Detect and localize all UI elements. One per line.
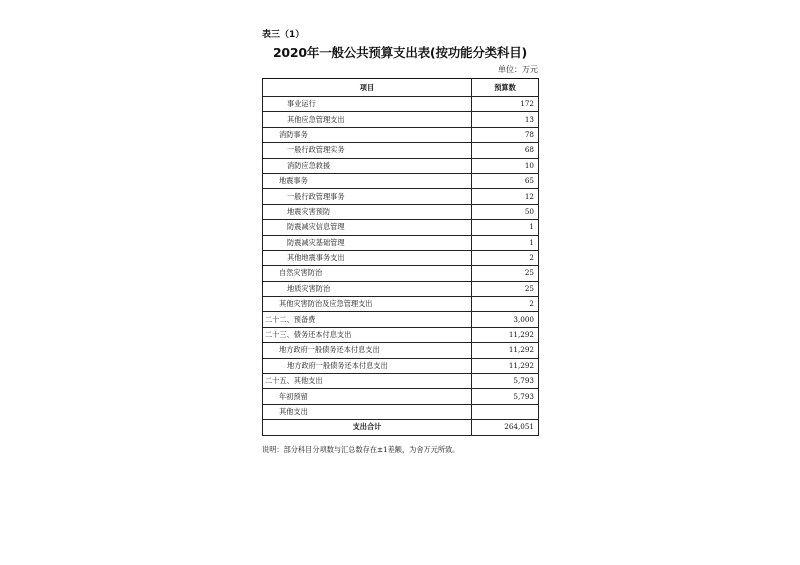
table-row: [263, 158, 539, 173]
row-value: 1: [472, 235, 539, 250]
table-row: [263, 343, 539, 358]
table-row: [263, 204, 539, 219]
table-header-row: [263, 79, 539, 97]
row-value: [472, 404, 539, 419]
table-row: [263, 189, 539, 204]
footnote: 说明：部分科目分项数与汇总数存在±1差额，为舍万元所致。: [262, 445, 460, 454]
table-row: [263, 112, 539, 127]
table-row: [263, 281, 539, 296]
row-value: 11,292: [472, 343, 539, 358]
row-value: 1: [472, 220, 539, 235]
row-value: 50: [472, 204, 539, 219]
row-label: 地震灾害预防: [263, 204, 472, 219]
table-row: [263, 173, 539, 188]
row-label: 其他支出: [263, 404, 472, 419]
table-row: [263, 266, 539, 281]
row-label: 年初预留: [263, 389, 472, 404]
total-row: [263, 420, 539, 435]
table-row: [263, 389, 539, 404]
table-row: [263, 220, 539, 235]
table-row: [263, 327, 539, 342]
table-row: [263, 250, 539, 265]
row-label: 事业运行: [263, 97, 472, 112]
table-caption: 表三（1）: [262, 30, 305, 40]
row-label: 地方政府一般债务还本付息支出: [263, 358, 472, 373]
table-row: [263, 97, 539, 112]
row-label: 防震减灾基础管理: [263, 235, 472, 250]
row-value: 10: [472, 158, 539, 173]
table-row: [263, 127, 539, 142]
row-value: 5,793: [472, 374, 539, 389]
row-label: 消防应急救援: [263, 158, 472, 173]
row-value: 12: [472, 189, 539, 204]
row-value: 11,292: [472, 327, 539, 342]
row-label: 其他应急管理支出: [263, 112, 472, 127]
table-row: [263, 143, 539, 158]
table-row: [263, 404, 539, 419]
row-value: 78: [472, 127, 539, 142]
header-item: 项目: [263, 79, 472, 97]
row-value: 172: [472, 97, 539, 112]
header-amount: 预算数: [472, 79, 539, 97]
budget-table: [262, 78, 539, 436]
row-value: 2: [472, 250, 539, 265]
table-row: [263, 358, 539, 373]
row-label: 一般行政管理实务: [263, 143, 472, 158]
row-value: 25: [472, 266, 539, 281]
row-label: 其他灾害防治及应急管理支出: [263, 297, 472, 312]
row-label: 二十五、其他支出: [263, 374, 472, 389]
row-value: 3,000: [472, 312, 539, 327]
row-value: 5,793: [472, 389, 539, 404]
table-row: [263, 374, 539, 389]
row-value: 13: [472, 112, 539, 127]
row-value: 25: [472, 281, 539, 296]
row-label: 地震事务: [263, 173, 472, 188]
row-value: 11,292: [472, 358, 539, 373]
unit-label: 单位：万元: [498, 65, 538, 74]
row-label: 二十二、预备费: [263, 312, 472, 327]
table-row: [263, 235, 539, 250]
row-label: 地方政府一般债务还本付息支出: [263, 343, 472, 358]
row-value: 2: [472, 297, 539, 312]
row-label: 二十三、债务还本付息支出: [263, 327, 472, 342]
page-title: 2020年一般公共预算支出表(按功能分类科目): [272, 45, 528, 60]
table-row: [263, 312, 539, 327]
row-value: 65: [472, 173, 539, 188]
row-label: 地质灾害防治: [263, 281, 472, 296]
row-label: 其他地震事务支出: [263, 250, 472, 265]
total-value: 264,051: [472, 420, 539, 435]
row-label: 自然灾害防治: [263, 266, 472, 281]
total-label: 支出合计: [263, 420, 472, 435]
row-label: 消防事务: [263, 127, 472, 142]
row-label: 防震减灾信息管理: [263, 220, 472, 235]
row-value: 68: [472, 143, 539, 158]
table-row: [263, 297, 539, 312]
row-label: 一般行政管理事务: [263, 189, 472, 204]
